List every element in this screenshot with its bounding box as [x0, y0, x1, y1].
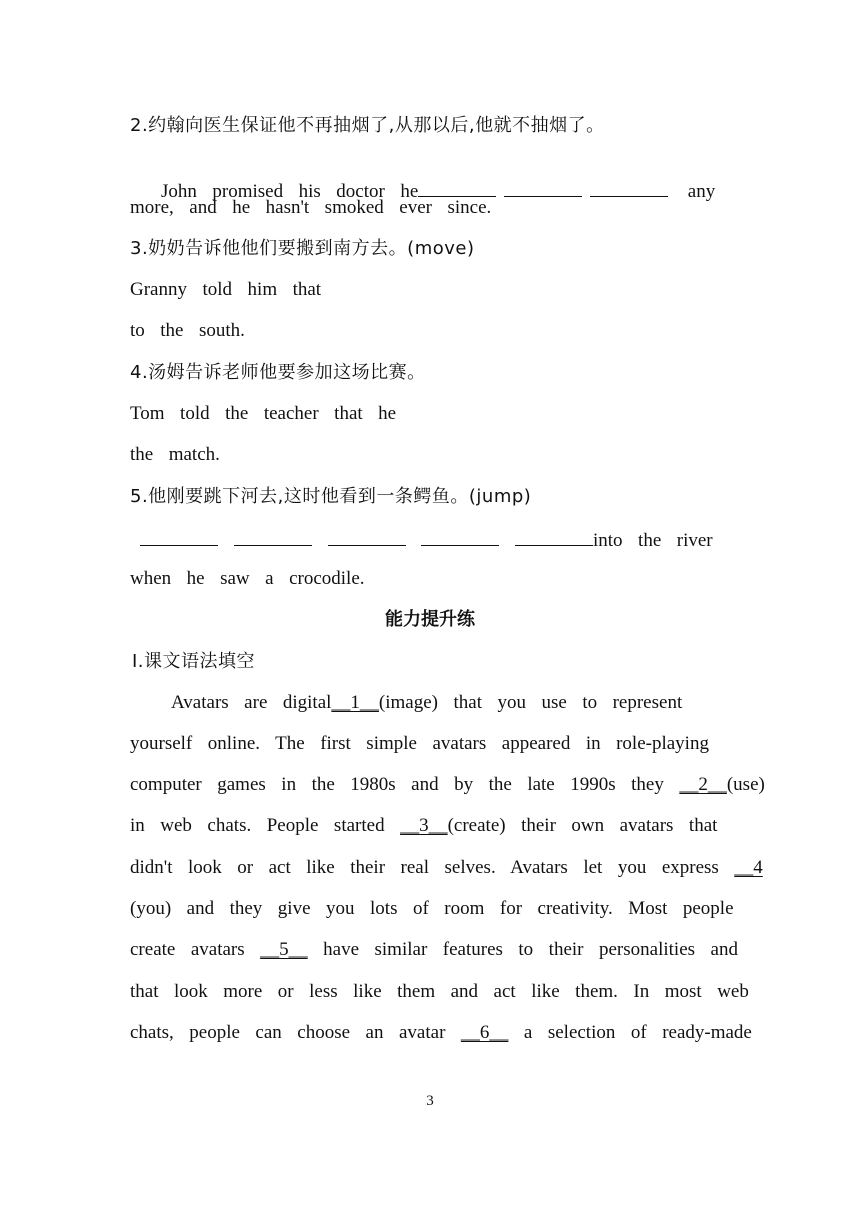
- q5-line2: when he saw a crocodile.: [130, 568, 365, 589]
- q2-prompt: 2.约翰向医生保证他不再抽烟了,从那以后,他就不抽烟了。: [130, 115, 605, 136]
- passage-line-9: [130, 1022, 752, 1044]
- passage-text: (create) their own avatars that: [447, 815, 718, 836]
- passage-text: didn't look or act like their real selves. Avatars let you express: [130, 857, 719, 878]
- q4-prompt: 4.汤姆告诉老师他要参加这场比赛。: [130, 362, 426, 383]
- answer-blank[interactable]: [421, 527, 499, 546]
- passage-text: (use): [726, 774, 765, 795]
- q2-line1-text: John promised his doctor he: [161, 181, 419, 202]
- passage-line-2: yourself online. The first simple avatars appeared in role-playing: [130, 733, 709, 754]
- answer-blank[interactable]: [515, 527, 593, 546]
- blank-number-5[interactable]: __5__: [260, 939, 308, 960]
- passage-text: create avatars: [130, 939, 245, 960]
- q2-line1-tail: any: [687, 181, 716, 202]
- blank-number-1[interactable]: __1__: [331, 692, 379, 713]
- passage-text: Avatars are digital: [171, 692, 332, 713]
- blank-number-6[interactable]: __6__: [460, 1022, 509, 1043]
- passage-line-5: [130, 857, 763, 879]
- page-number: 3: [426, 1093, 434, 1109]
- q5-prompt: 5.他刚要跳下河去,这时他看到一条鳄鱼。(jump): [130, 486, 532, 507]
- blank-number-4[interactable]: __4: [734, 857, 763, 878]
- passage-text: computer games in the 1980s and by the late 1990s they: [130, 774, 664, 795]
- q4-line1: Tom told the teacher that he: [130, 403, 397, 424]
- q3-line1: Granny told him that: [130, 279, 322, 300]
- passage-text: have similar features to their personalities and: [323, 939, 738, 960]
- passage-line-3: [130, 774, 765, 796]
- answer-blank[interactable]: [328, 527, 406, 546]
- passage-text: a selection of ready-made: [523, 1022, 752, 1043]
- section-heading: 能力提升练: [385, 609, 475, 630]
- passage-line-8: that look more or less like them and act like them. In most web: [130, 981, 749, 1002]
- passage-line-1: [171, 692, 682, 714]
- answer-blank[interactable]: [418, 178, 496, 197]
- q3-line2: to the south.: [130, 320, 245, 341]
- q5-line1: [140, 527, 713, 552]
- q2-line2: more, and he hasn't smoked ever since.: [130, 197, 492, 218]
- passage-text: in web chats. People started: [130, 815, 385, 836]
- passage-line-4: [130, 815, 717, 837]
- subsection-title: Ⅰ.课文语法填空: [132, 651, 256, 672]
- answer-blank[interactable]: [140, 527, 218, 546]
- q5-line1-tail: into the river: [593, 530, 713, 551]
- passage-line-7: [130, 939, 738, 961]
- passage-text: (image) that you use to represent: [378, 692, 683, 713]
- answer-blank[interactable]: [590, 178, 668, 197]
- blank-number-3[interactable]: __3__: [400, 815, 448, 836]
- passage-text: chats, people can choose an avatar: [130, 1022, 446, 1043]
- answer-blank[interactable]: [504, 178, 582, 197]
- answer-blank[interactable]: [234, 527, 312, 546]
- passage-line-6: (you) and they give you lots of room for creativity. Most people: [130, 898, 734, 919]
- q3-prompt: 3.奶奶告诉他他们要搬到南方去。(move): [130, 238, 475, 259]
- blank-number-2[interactable]: __2__: [679, 774, 727, 795]
- q4-line2: the match.: [130, 444, 220, 465]
